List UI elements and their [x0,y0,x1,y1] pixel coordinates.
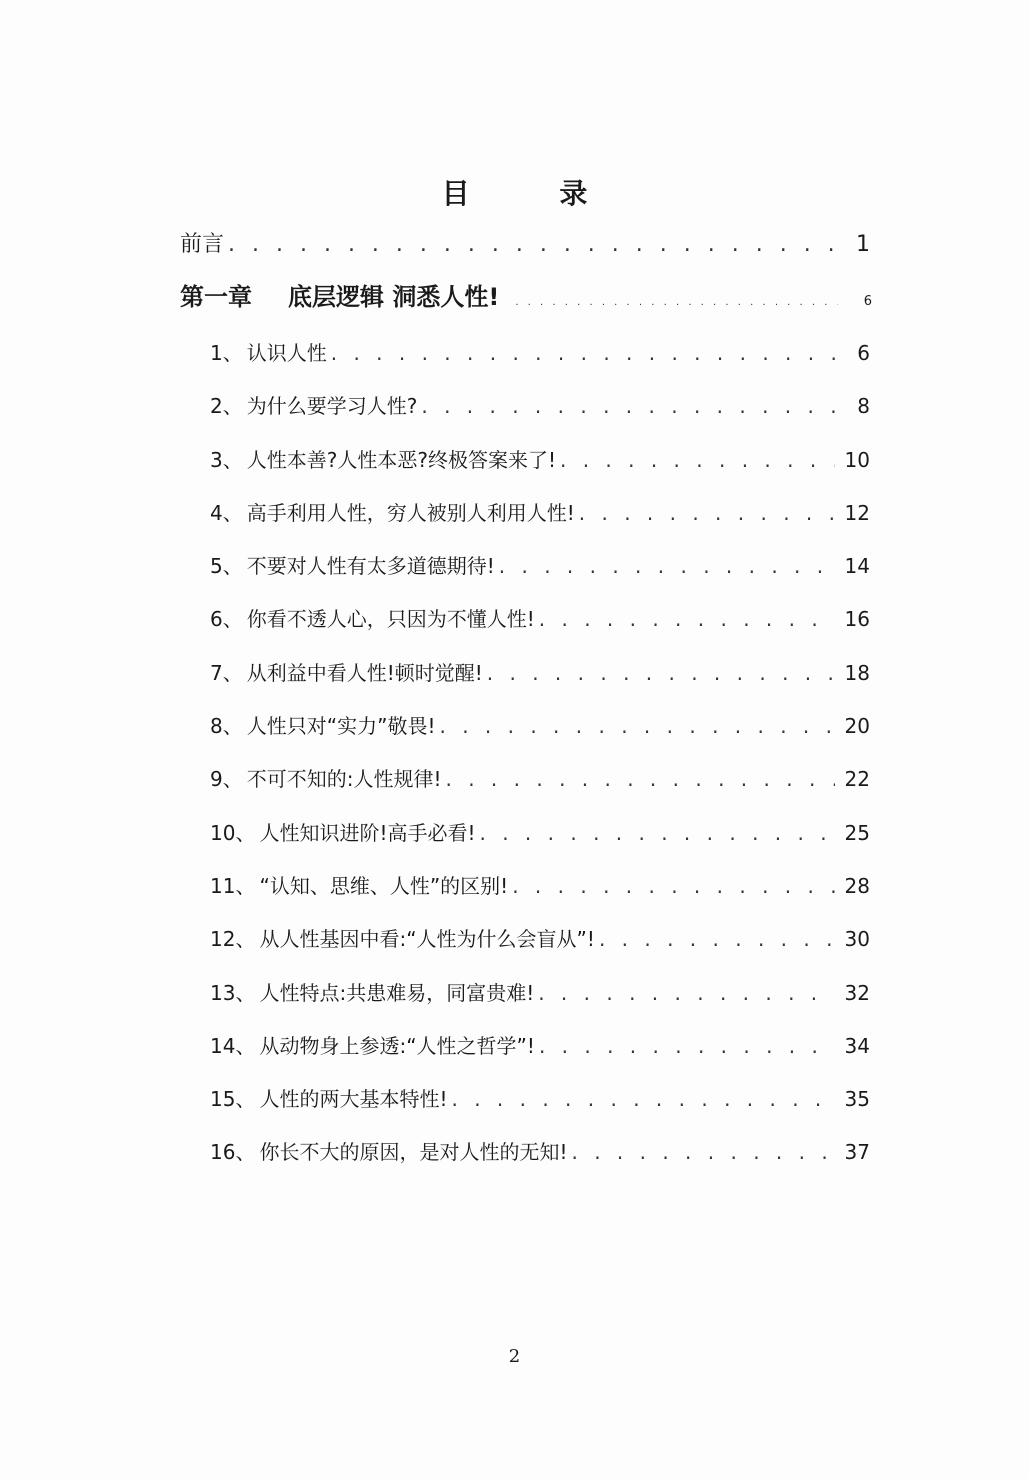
toc-entry-preface[interactable] [180,227,880,277]
toc-entry-label: 从动物身上参透:“人性之哲学”! [259,1033,535,1058]
toc-entry-page: 6 [863,294,872,309]
toc-entry[interactable] [180,1136,880,1189]
dot-leader [480,821,835,845]
toc-entry-page: 1 [856,232,870,257]
toc-entry-label: 人性知识进阶!高手必看! [259,820,476,845]
toc-entry-title [210,977,534,1006]
dot-leader [539,1034,835,1058]
toc-title: 目 录 [441,177,628,210]
toc-entry-page: 32 [844,980,870,1005]
dot-leader [538,981,834,1005]
toc-item-list [180,337,880,1190]
toc-entry-page: 35 [844,1087,870,1112]
toc-entry-title [210,550,495,579]
dot-leader [331,341,836,365]
toc-entry-page: 8 [857,394,870,419]
toc-entry-number: 16、 [210,1140,256,1165]
toc-entry-label: 你长不大的原因，是对人性的无知! [259,1140,568,1165]
dot-leader [599,927,835,951]
toc-entry-title [210,870,508,899]
toc-entry-page: 28 [844,873,870,898]
toc-entry-chapter[interactable] [180,277,880,337]
dot-leader [451,1087,834,1111]
toc-entry-page: 6 [857,341,870,365]
toc-entry[interactable] [180,1083,880,1136]
toc-entry-page: 14 [844,554,870,579]
toc-entry-title [210,390,417,419]
toc-entry-label: 人性本善?人性本恶?终极答案来了! [246,447,556,472]
toc-entry-page: 16 [844,607,870,632]
dot-leader [487,661,835,685]
toc-entry[interactable] [180,763,880,816]
toc-entry[interactable] [180,497,880,550]
dot-leader [512,874,834,898]
toc-entry-label: 高手利用人性，穷人被别人利用人性! [246,500,575,525]
toc-entry-title [210,497,575,526]
toc-entry-title [210,337,327,366]
toc-entry-title [210,1136,567,1165]
toc-entry-title [210,763,442,792]
dot-leader [228,232,836,257]
page-number: 2 [508,1346,521,1367]
toc-entry[interactable] [180,657,880,710]
toc-entry-page: 25 [844,820,870,845]
dot-leader [421,394,836,418]
toc-entry-number: 11、 [210,873,256,898]
dot-leader [571,1140,834,1164]
toc-entry-number: 14、 [210,1033,256,1058]
toc-entry-number: 6、 [210,607,243,632]
toc-entry[interactable] [180,603,880,656]
toc-entry-title [210,603,535,632]
toc-entry-number: 5、 [210,554,243,579]
toc-entry-number: 7、 [210,660,243,685]
toc-entry-number: 10、 [210,820,256,845]
chapter-number: 第一章 [180,283,252,311]
toc-entry-label: 不可不知的:人性规律! [246,767,442,792]
chapter-title: 底层逻辑 洞悉人性! [288,283,500,311]
toc-entry-number: 12、 [210,927,256,952]
toc-entry-page: 20 [844,714,870,739]
toc-entry[interactable] [180,710,880,763]
toc-entry-label: 人性的两大基本特性! [259,1087,448,1112]
toc-entry-page: 22 [844,767,870,792]
toc-entry-label: 不要对人性有太多道德期待! [246,554,495,579]
toc-entry[interactable] [180,337,880,390]
toc-entry-number: 9、 [210,767,243,792]
toc-entry-label: 你看不透人心，只因为不懂人性! [246,607,535,632]
toc-entry[interactable] [180,444,880,497]
toc-entry-label: 人性只对“实力”敬畏! [246,714,436,739]
toc-entry[interactable] [180,923,880,976]
dot-leader [439,714,834,738]
toc-entry-page: 30 [844,927,870,952]
toc-entry-number: 13、 [210,980,256,1005]
toc-entry-label: 认识人性 [246,341,327,365]
toc-entry[interactable] [180,870,880,923]
toc-entry-number: 8、 [210,714,243,739]
toc-entry[interactable] [180,817,880,870]
toc-entry[interactable] [180,977,880,1030]
chapter-heading [180,277,499,312]
toc-entry-page: 18 [844,660,870,685]
dot-leader [539,607,835,631]
toc-entry-page: 37 [844,1140,870,1165]
dot-leader [560,448,835,472]
toc-entry[interactable] [180,1030,880,1083]
toc-entry[interactable] [180,390,880,443]
toc-entry-title [210,1083,447,1112]
toc-entry-label: 前言 [180,232,225,257]
toc-entry-title [210,710,435,739]
toc-entry-title [210,1030,535,1059]
dot-leader [579,501,835,525]
toc-entry-label: “认知、思维、人性”的区别! [259,873,509,898]
toc-entry-label: 从人性基因中看:“人性为什么会盲从”! [259,927,595,952]
toc-entry-label: 从利益中看人性!顿时觉醒! [246,660,483,685]
toc-entry-label: 为什么要学习人性? [246,394,418,419]
toc-entry-title [210,923,595,952]
dot-leader [446,767,835,791]
toc-entry-page: 34 [844,1033,870,1058]
toc-entry-title [210,444,556,473]
toc-entry-page: 10 [844,447,870,472]
toc-entry-number: 2、 [210,394,243,419]
toc-entry-title [210,657,483,686]
toc-entry-number: 15、 [210,1087,256,1112]
toc-entry[interactable] [180,550,880,603]
toc-entry-title [210,817,476,846]
dot-leader [515,297,838,308]
toc-entry-number: 1、 [210,341,243,365]
table-of-contents [180,227,880,1190]
toc-entry-number: 4、 [210,500,243,525]
toc-entry-label: 人性特点:共患难易，同富贵难! [259,980,535,1005]
toc-entry-page: 12 [844,500,870,525]
toc-entry-number: 3、 [210,447,243,472]
dot-leader [499,554,835,578]
